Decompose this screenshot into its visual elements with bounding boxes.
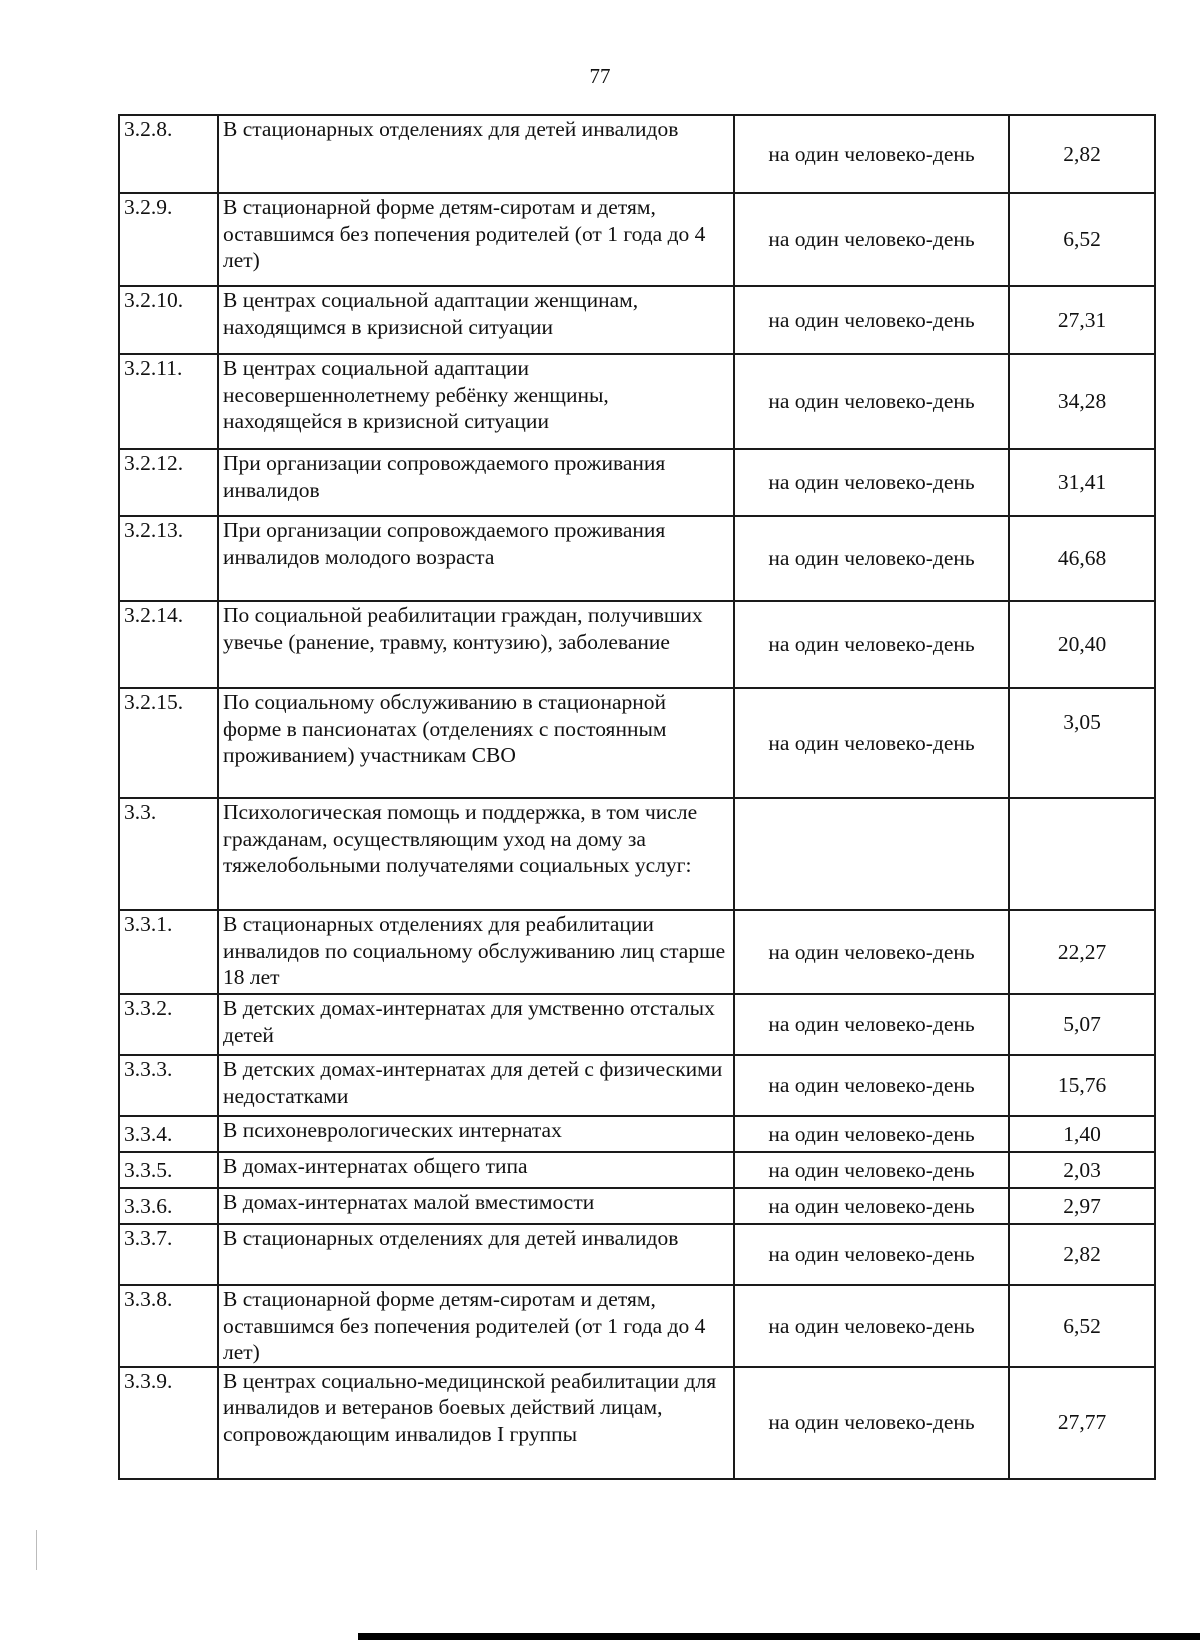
row-number: 3.3.5.: [119, 1152, 218, 1188]
row-unit: на один человеко-день: [734, 286, 1009, 354]
table-row: [119, 688, 1155, 798]
row-description: В домах-интернатах общего типа: [218, 1152, 734, 1188]
row-value: 2,82: [1009, 115, 1155, 193]
row-value: 3,05: [1009, 688, 1155, 798]
row-value: 20,40: [1009, 601, 1155, 688]
scan-margin-mark: [36, 1530, 37, 1570]
row-value: 22,27: [1009, 910, 1155, 994]
table-row: [119, 286, 1155, 354]
row-description: В детских домах-интернатах для умственно отсталых детей: [218, 994, 734, 1055]
row-description: При организации сопровождаемого проживания инвалидов: [218, 449, 734, 516]
row-unit: на один человеко-день: [734, 354, 1009, 449]
row-unit: на один человеко-день: [734, 688, 1009, 798]
table-row: [119, 1055, 1155, 1116]
row-description: В центрах социальной адаптации женщинам, находящимся в кризисной ситуации: [218, 286, 734, 354]
row-description: В психоневрологических интернатах: [218, 1116, 734, 1152]
row-unit: на один человеко-день: [734, 994, 1009, 1055]
row-description: При организации сопровождаемого проживания инвалидов молодого возраста: [218, 516, 734, 601]
row-number: 3.3.4.: [119, 1116, 218, 1152]
table-row: [119, 193, 1155, 286]
table-row: [119, 115, 1155, 193]
table-row: [119, 1224, 1155, 1285]
row-value: 2,82: [1009, 1224, 1155, 1285]
row-number: 3.2.8.: [119, 115, 218, 193]
row-value: 27,77: [1009, 1367, 1155, 1479]
row-unit: на один человеко-день: [734, 1152, 1009, 1188]
table-row: [119, 910, 1155, 994]
row-unit: на один человеко-день: [734, 516, 1009, 601]
row-description: Психологическая помощь и поддержка, в том числе гражданам, осуществляющим уход на дому за тяжелобольными получателями социальных услуг:: [218, 798, 734, 910]
row-description: В детских домах-интернатах для детей с физическими недостатками: [218, 1055, 734, 1116]
row-description: По социальному обслуживанию в стационарной форме в пансионатах (отделениях с постоянным проживанием) участникам СВО: [218, 688, 734, 798]
row-value: 27,31: [1009, 286, 1155, 354]
row-description: В стационарной форме детям-сиротам и детям, оставшимся без попечения родителей (от 1 года до 4 лет): [218, 193, 734, 286]
row-number: 3.3.3.: [119, 1055, 218, 1116]
row-number: 3.2.9.: [119, 193, 218, 286]
row-description: В центрах социальной адаптации несовершеннолетнему ребёнку женщины, находящейся в кризисной ситуации: [218, 354, 734, 449]
row-value: 46,68: [1009, 516, 1155, 601]
table-row: [119, 1116, 1155, 1152]
row-number: 3.3.1.: [119, 910, 218, 994]
row-unit: на один человеко-день: [734, 1367, 1009, 1479]
row-unit: на один человеко-день: [734, 1188, 1009, 1224]
row-description: В стационарных отделениях для детей инвалидов: [218, 115, 734, 193]
row-unit: на один человеко-день: [734, 1285, 1009, 1367]
row-unit: на один человеко-день: [734, 1116, 1009, 1152]
row-number: 3.3.: [119, 798, 218, 910]
row-number: 3.2.15.: [119, 688, 218, 798]
row-description: В стационарных отделениях для детей инвалидов: [218, 1224, 734, 1285]
table-row: [119, 1188, 1155, 1224]
page-number: 77: [589, 64, 611, 88]
table-row: [119, 1285, 1155, 1367]
row-value: [1009, 798, 1155, 910]
row-description: По социальной реабилитации граждан, получивших увечье (ранение, травму, контузию), заболевание: [218, 601, 734, 688]
row-description: В стационарной форме детям-сиротам и детям, оставшимся без попечения родителей (от 1 года до 4 лет): [218, 1285, 734, 1367]
row-value: 6,52: [1009, 193, 1155, 286]
row-value: 34,28: [1009, 354, 1155, 449]
row-unit: на один человеко-день: [734, 910, 1009, 994]
table-row: [119, 994, 1155, 1055]
row-unit: на один человеко-день: [734, 449, 1009, 516]
row-number: 3.2.10.: [119, 286, 218, 354]
row-description: В стационарных отделениях для реабилитации инвалидов по социальному обслуживанию лиц старше 18 лет: [218, 910, 734, 994]
row-value: 2,97: [1009, 1188, 1155, 1224]
row-value: 15,76: [1009, 1055, 1155, 1116]
row-value: 6,52: [1009, 1285, 1155, 1367]
table-row: [119, 798, 1155, 910]
row-number: 3.3.2.: [119, 994, 218, 1055]
row-number: 3.2.11.: [119, 354, 218, 449]
row-unit: на один человеко-день: [734, 1224, 1009, 1285]
row-unit: на один человеко-день: [734, 601, 1009, 688]
row-number: 3.3.6.: [119, 1188, 218, 1224]
row-description: В центрах социально-медицинской реабилитации для инвалидов и ветеранов боевых действий лицам, сопровождающим инвалидов I группы: [218, 1367, 734, 1479]
row-number: 3.2.13.: [119, 516, 218, 601]
row-value: 1,40: [1009, 1116, 1155, 1152]
row-number: 3.3.7.: [119, 1224, 218, 1285]
row-number: 3.3.8.: [119, 1285, 218, 1367]
row-unit: на один человеко-день: [734, 115, 1009, 193]
table-row: [119, 1367, 1155, 1479]
table-row: [119, 601, 1155, 688]
row-description: В домах-интернатах малой вместимости: [218, 1188, 734, 1224]
scan-edge-line: [358, 1633, 1200, 1640]
row-value: 2,03: [1009, 1152, 1155, 1188]
row-number: 3.2.14.: [119, 601, 218, 688]
row-value: 5,07: [1009, 994, 1155, 1055]
tariff-table: [118, 114, 1156, 1480]
row-value: 31,41: [1009, 449, 1155, 516]
row-unit: [734, 798, 1009, 910]
row-number: 3.2.12.: [119, 449, 218, 516]
table-row: [119, 354, 1155, 449]
table-row: [119, 1152, 1155, 1188]
row-number: 3.3.9.: [119, 1367, 218, 1479]
table-row: [119, 516, 1155, 601]
row-unit: на один человеко-день: [734, 193, 1009, 286]
table-row: [119, 449, 1155, 516]
row-unit: на один человеко-день: [734, 1055, 1009, 1116]
